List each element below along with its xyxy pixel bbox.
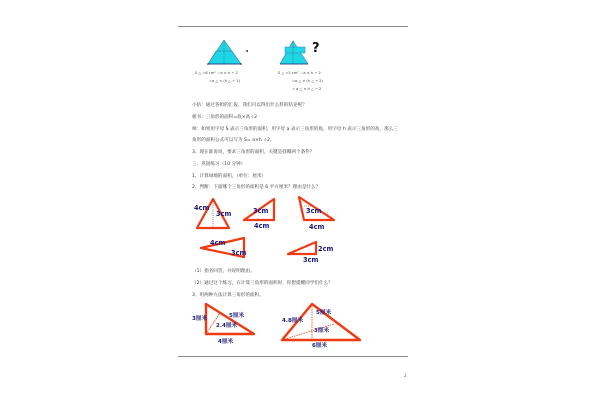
t5-right-label: 2cm [318,245,334,253]
intro-line1: 师：如果用字母 S 表示三角形的面积，用字母 a 表示三角形的底，用字母 h 表示三角形的高，那么三 [192,127,398,132]
left-height-label: 2.4厘米 [216,323,238,329]
intro-line2: 角形的面积公式可以写为 S= a×h ÷2。 [192,138,275,143]
t1-left-label: 4cm [194,204,210,212]
formula-left-line2: =a △ × (h △ ÷ 2) [209,79,240,83]
left-slant-label: 5厘米 [229,313,245,319]
t2-height-label: 3cm [253,207,269,215]
exercise-2: 2、判断：下面哪个三角形的面积是 6 平方厘米？理由是什么？ [192,185,321,190]
right-base-label: 6厘米 [312,343,328,348]
t3-height-label: 3cm [306,207,322,215]
top-rule [178,26,408,27]
t4-right-label: 3cm [231,249,247,257]
formula-right-line2: =a △ × (h △ ÷ 2) [292,79,323,83]
judge-triangle-3 [292,194,342,234]
t3-base-label: 4cm [309,223,325,231]
page-number: 2 [404,373,407,378]
two-method-triangle-right [276,300,366,348]
judge-triangle-2 [240,196,285,232]
right-slant-label: 5厘米 [316,310,332,316]
note-1: （1）指名回答，并说明理由。 [192,269,255,274]
exercise-3: 3、用两种方法计算三角形的面积。 [192,293,264,298]
left-base-label: 4厘米 [218,339,234,345]
right-height-label: 3厘米 [314,328,330,334]
formula-left-line1: S △ =6 cm² ＝a × h ÷ 2 [195,71,238,75]
t5-bottom-label: 3cm [303,256,319,262]
t2-base-label: 4cm [254,222,270,230]
cyan-triangle-figure-left [205,38,245,68]
judge-triangle-4 [198,236,248,262]
judge-triangle-5 [285,236,335,262]
question-mark: ? [312,41,320,56]
note-2: （2）通过这个练习，在计算三角形的面积时，你想提醒同学们什么？ [192,281,333,286]
t1-right-label: 3cm [216,210,232,218]
two-method-triangle-left [192,300,262,346]
formula-right-line1: S △ =5 cm² ＝a × h ÷ 2 [278,71,321,75]
judge-triangle-1 [194,196,244,232]
question-3: 3、现在谁说说，要求三角形的面积，关键是找哪两个条件？ [192,150,315,155]
t4-left-label: 4cm [210,239,226,247]
right-side-label: 4.8厘米 [282,318,304,324]
section-title: 三、巩固练习（10 分钟） [192,162,246,167]
dot-marker: ▪ [246,49,249,53]
board-text: 板书：三角形的面积=底×高÷2 [192,115,258,120]
left-side-label: 3厘米 [192,316,208,322]
formula-right-line3: = a △ × h △ ÷ 2 [292,87,322,91]
bottom-rule [178,356,408,357]
exercise-1: 1、计算绿地的面积。（单位：厘米） [192,174,267,179]
summary-text: 小结：通过各组的汇报，我们可以得出什么样的结论呢？ [192,103,307,108]
